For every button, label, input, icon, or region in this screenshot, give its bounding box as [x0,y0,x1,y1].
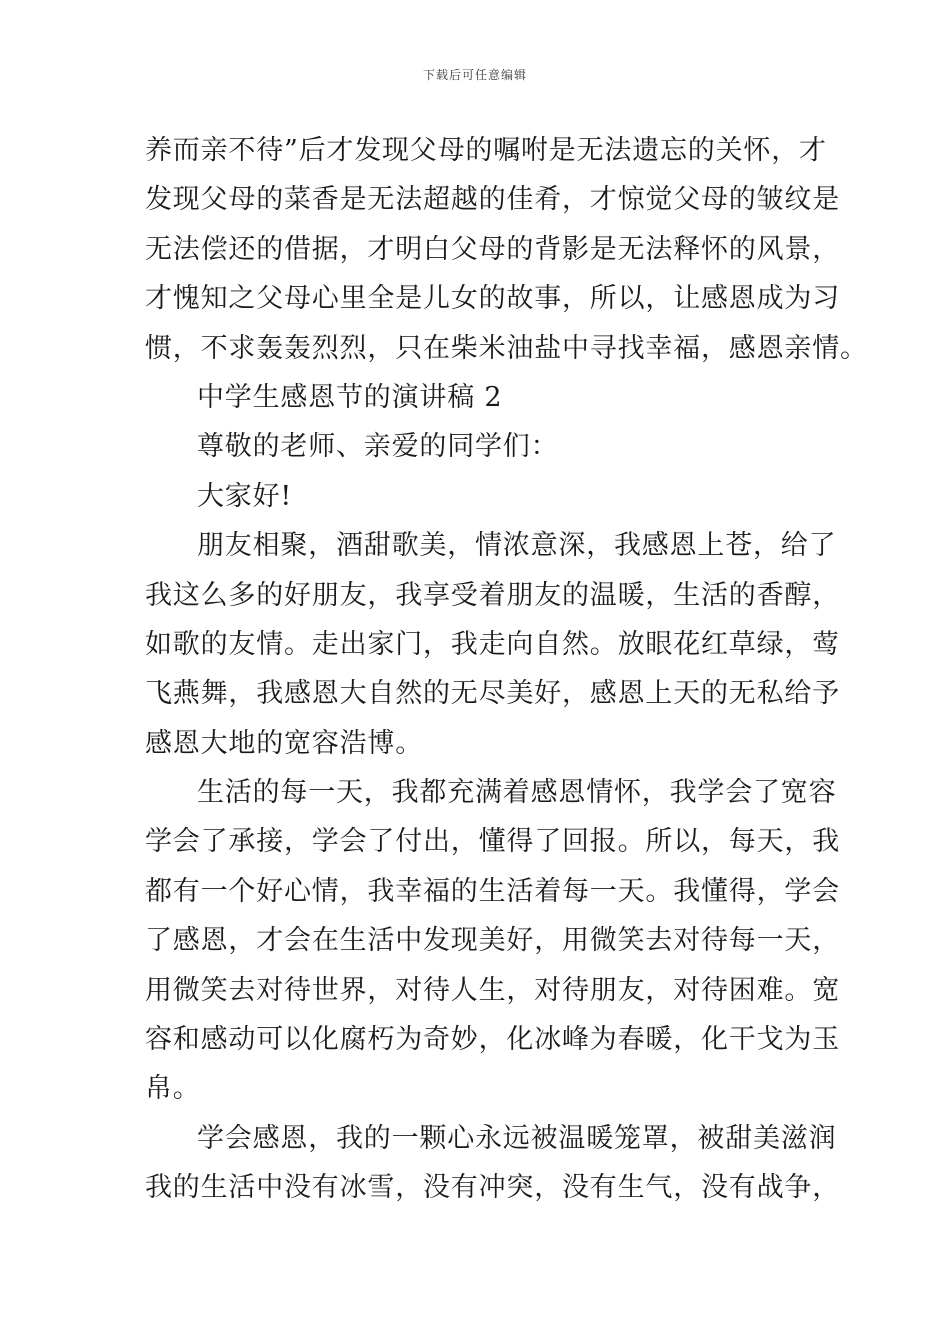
text-line: 容和感动可以化腐朽为奇妙，化冰峰为春暖，化干戈为玉 [145,1024,840,1056]
text-line: 惯，不求轰轰烈烈，只在柴米油盐中寻找幸福，感恩亲情。 [145,332,868,364]
text-line: 才愧知之父母心里全是儿女的故事，所以，让感恩成为习 [145,283,840,315]
text-line: 养而亲不待”后才发现父母的嘱咐是无法遗忘的关怀，才 [145,135,827,166]
page-header: 下载后可任意编辑 [422,68,527,82]
greeting: 大家好! [197,480,293,512]
text-line: 我这么多的好朋友，我享受着朋友的温暖，生活的香醇， [145,579,840,611]
text-line: 感恩大地的宽容浩博。 [145,727,423,759]
text-line: 无法偿还的借据，才明白父母的背影是无法释怀的风景， [145,233,840,265]
text-line: 如歌的友情。走出家门，我走向自然。放眼花红草绿，莺 [145,628,840,660]
text-line: 了感恩，才会在生活中发现美好，用微笑去对待每一天， [145,925,840,957]
text-line: 发现父母的菜香是无法超越的佳肴，才惊觉父母的皱纹是 [145,184,840,216]
paragraph-start: 朋友相聚，酒甜歌美，情浓意深，我感恩上苍，给了 [197,530,837,562]
speech-title: 中学生感恩节的演讲稿 2 [197,381,503,413]
paragraph-start: 学会感恩，我的一颗心永远被温暖笼罩，被甜美滋润 [197,1122,837,1154]
paragraph-start: 生活的每一天，我都充满着感恩情怀，我学会了宽容 [197,777,837,809]
text-line: 我的生活中没有冰雪，没有冲突，没有生气，没有战争， [145,1172,840,1204]
document-body [145,126,868,1213]
text-line: 帛。 [145,1073,201,1105]
text-line: 飞燕舞，我感恩大自然的无尽美好，感恩上天的无私给予 [145,678,840,710]
text-line: 都有一个好心情，我幸福的生活着每一天。我懂得，学会 [145,875,840,907]
text-line: 用微笑去对待世界，对待人生，对待朋友，对待困难。宽 [145,974,840,1006]
text-line: 学会了承接，学会了付出，懂得了回报。所以，每天，我 [145,826,840,858]
salutation: 尊敬的老师、亲爱的同学们： [197,431,559,463]
